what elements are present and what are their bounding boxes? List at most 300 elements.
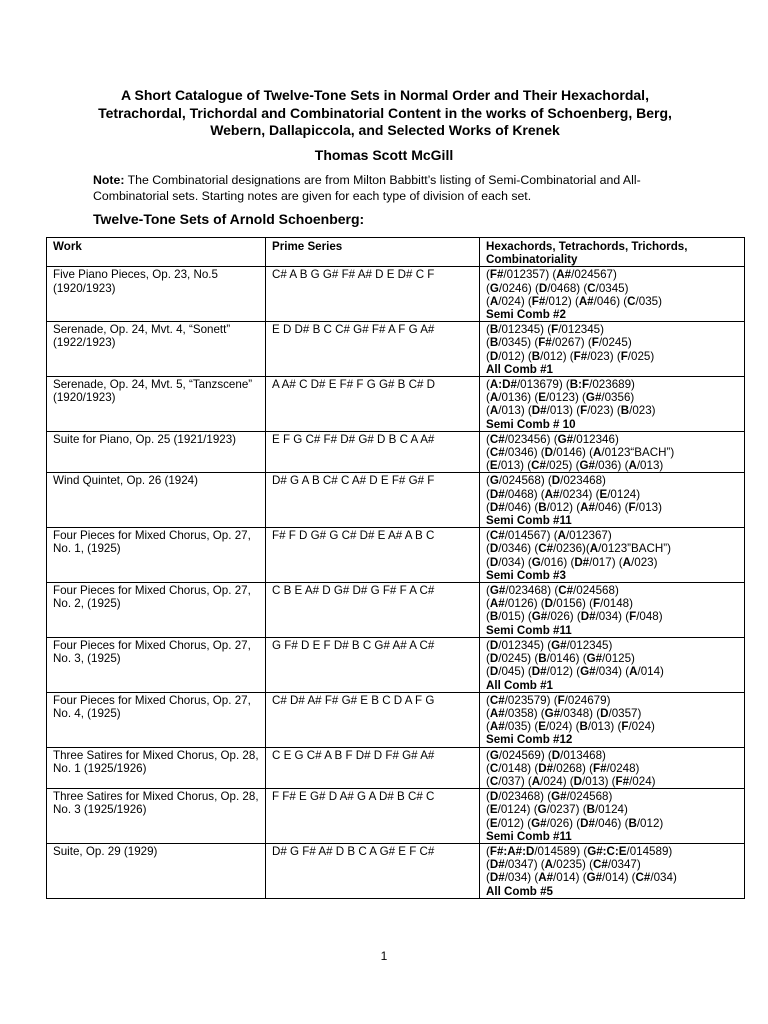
starting-note: D (600, 706, 609, 720)
set-class: /012) ( (497, 816, 532, 830)
table-body (47, 267, 745, 898)
set-class: /0246) ( (498, 281, 539, 295)
starting-note: A# (578, 294, 594, 308)
starting-note: D (489, 665, 499, 679)
content-cell (480, 637, 745, 692)
content-cell (480, 377, 745, 432)
starting-note: D# (538, 761, 554, 775)
content-line: (E/0124) (G/0237) (B/0124) (486, 803, 628, 817)
set-class: /0124) (607, 487, 641, 501)
content-line: (D/023468) (G#/024568) (486, 790, 613, 804)
set-class: /014589) ( (534, 844, 588, 858)
starting-note: E (599, 487, 608, 501)
set-class: /026) ( (547, 610, 581, 624)
starting-note: B (586, 803, 595, 817)
set-class: /048) (636, 610, 663, 624)
starting-note: D (551, 474, 561, 488)
set-class: /025) ( (545, 459, 580, 473)
starting-note: D# (531, 665, 547, 679)
set-class: /013) ( (582, 774, 616, 788)
starting-note: G (489, 748, 499, 762)
set-class: /023468) ( (498, 790, 552, 804)
set-class: /0345) (595, 281, 629, 295)
table-row (47, 267, 745, 322)
starting-note: B (620, 404, 630, 418)
starting-note: D# (489, 487, 505, 501)
set-class: /014) (637, 665, 664, 679)
combinatoriality-label: Semi Comb #3 (486, 568, 566, 582)
starting-note: A:D# (489, 378, 517, 392)
table-row (47, 473, 745, 528)
set-class: /017) ( (589, 555, 623, 569)
set-class: /024568) ( (498, 474, 552, 488)
set-class: /034) ( (504, 871, 539, 885)
set-class: /012345) (566, 638, 613, 652)
table-row (47, 322, 745, 377)
starting-note: B (489, 610, 499, 624)
set-class: /012) ( (546, 500, 581, 514)
content-line: (F#/012357) (A#/024567) (486, 268, 617, 282)
set-class: /013) (635, 500, 662, 514)
set-class: /034) ( (595, 665, 630, 679)
set-class: /024568) (566, 790, 613, 804)
starting-note: E (489, 803, 498, 817)
combinatoriality-label: Semi Comb # 10 (486, 417, 576, 431)
starting-note: G (489, 281, 499, 295)
starting-note: D# (574, 555, 590, 569)
starting-note: F# (593, 761, 607, 775)
content-cell (480, 789, 745, 844)
set-class: /0468) ( (504, 487, 545, 501)
content-line: (C#/014567) (A/012367) (486, 529, 612, 543)
starting-note: D (489, 542, 499, 556)
content-line: (A/024) (F#/012) (A#/046) (C/035) (486, 294, 662, 308)
table-row (47, 843, 745, 898)
set-class: /023) ( (587, 349, 621, 363)
starting-note: D (573, 774, 583, 788)
starting-note: F (557, 693, 565, 707)
content-line: (C#/0346) (D/0146) (A/0123“BACH”) (486, 446, 675, 460)
set-class: /0356) (601, 391, 635, 405)
starting-note: G# (544, 706, 561, 720)
set-class: /024) (629, 774, 656, 788)
set-class: /0237) ( (546, 803, 587, 817)
starting-note: E (538, 720, 546, 734)
content-line: (A#/0126) (D/0156) (F/0148) (486, 597, 633, 611)
work-cell: Four Pieces for Mixed Chorus, Op. 27, No. 1, (1925) (47, 528, 266, 583)
content-cell (480, 843, 745, 898)
work-cell: Five Piano Pieces, Op. 23, No.5 (1920/1923) (47, 267, 266, 322)
work-cell: Wind Quintet, Op. 26 (1924) (47, 473, 266, 528)
set-class: /0357) (608, 706, 642, 720)
set-class: /013) ( (497, 459, 532, 473)
set-class: /0126) ( (504, 597, 545, 611)
prime-series-cell: E D D# B C C# G# F# A F G A# (266, 322, 480, 377)
set-class: /023468) ( (505, 584, 559, 598)
work-cell: Four Pieces for Mixed Chorus, Op. 27, No. 2, (1925) (47, 583, 266, 638)
set-class: /024567) (571, 268, 617, 282)
content-line: (E/013) (C#/025) (G#/036) (A/013) (486, 459, 664, 473)
set-class: /024) ( (545, 720, 580, 734)
set-class: /023579) ( (504, 693, 558, 707)
starting-note: C# (531, 459, 546, 473)
content-line: (D#/034) (A#/014) (G#/014) (C#/034) (486, 871, 677, 885)
starting-note: A (629, 665, 638, 679)
content-cell (480, 322, 745, 377)
starting-note: D# (531, 404, 547, 418)
set-class: /012) ( (545, 294, 579, 308)
content-cell (480, 528, 745, 583)
starting-note: D# (489, 858, 505, 872)
starting-note: C# (489, 446, 505, 460)
set-class: /0124) (594, 803, 628, 817)
table-header-row (47, 238, 745, 267)
set-class: /0156) ( (553, 597, 594, 611)
set-class: /026) ( (546, 816, 581, 830)
set-class: /013468) (560, 748, 606, 762)
starting-note: D (538, 281, 548, 295)
set-class: /035) ( (504, 720, 539, 734)
starting-note: F#:A#:D (489, 844, 535, 858)
starting-note: C (489, 761, 499, 775)
set-class: /012367) (565, 529, 612, 543)
set-class: /013) ( (498, 404, 532, 418)
content-cell (480, 267, 745, 322)
content-line: (D/034) (G/016) (D#/017) (A/023) (486, 555, 658, 569)
starting-note: B (538, 500, 547, 514)
set-class: /013) (636, 459, 664, 473)
set-class: /014) ( (553, 871, 587, 885)
combinatoriality-label: All Comb #5 (486, 884, 553, 898)
prime-series-cell: G F# D E F D# B C G# A# A C# (266, 637, 480, 692)
starting-note: E (538, 391, 546, 405)
content-line: (C/0148) (D#/0268) (F#/0248) (486, 761, 640, 775)
document-title: A Short Catalogue of Twelve-Tone Sets in Normal Order and Their Hexachordal, Tetrachordal, Trichordal and Combinatorial Content in the works of Schoenberg, Berg, Webern, Dallapiccola, and Selected Works of Krenek (98, 87, 672, 138)
starting-note: A# (580, 500, 595, 514)
set-class: /035) (635, 294, 662, 308)
set-class: /012345) (558, 323, 604, 337)
set-class: /0245) (598, 336, 632, 350)
set-class: /034) (650, 871, 677, 885)
starting-note: C (587, 281, 596, 295)
starting-note: F (628, 500, 636, 514)
note-label: Note: (93, 173, 125, 187)
starting-note: D# (489, 500, 505, 514)
set-class: /024679) (564, 693, 611, 707)
content-line: (D/045) (D#/012) (G#/034) (A/014) (486, 665, 664, 679)
starting-note: C# (538, 542, 554, 556)
set-class: /023468) (560, 474, 606, 488)
starting-note: A (544, 858, 554, 872)
starting-note: F# (489, 268, 504, 282)
starting-note: F# (531, 294, 546, 308)
set-class: /012346) (573, 432, 619, 446)
starting-note: F# (573, 349, 588, 363)
content-cell (480, 473, 745, 528)
set-class: /023) (631, 555, 658, 569)
set-class: /0235) ( (553, 858, 594, 872)
set-class: /034) ( (595, 610, 630, 624)
starting-note: C# (489, 693, 505, 707)
starting-note: G# (580, 665, 596, 679)
starting-note: D# (489, 871, 505, 885)
starting-note: G# (585, 391, 602, 405)
content-line: (G#/023468) (C#/024568) (486, 584, 619, 598)
starting-note: G# (551, 790, 567, 804)
set-class: /012) ( (498, 349, 532, 363)
content-line: (A#/035) (E/024) (B/013) (F/024) (486, 720, 655, 734)
starting-note: G# (489, 584, 506, 598)
starting-note: A (557, 529, 566, 543)
starting-note: F (629, 610, 637, 624)
content-line: (D#/0347) (A/0235) (C#/0347) (486, 858, 641, 872)
content-line: (C#/023579) (F/024679) (486, 693, 611, 707)
set-class: /0248) (606, 761, 640, 775)
starting-note: E (489, 816, 498, 830)
starting-note: G (537, 803, 547, 817)
set-class: /0346) ( (504, 446, 545, 460)
starting-note: A# (489, 706, 505, 720)
starting-note: A# (538, 871, 554, 885)
set-class: /0468) ( (547, 281, 588, 295)
starting-note: C# (635, 871, 651, 885)
starting-note: C# (489, 432, 505, 446)
set-class: /0136) ( (498, 391, 539, 405)
set-class: /013) ( (587, 720, 622, 734)
starting-note: A (593, 446, 602, 460)
set-class: /015) ( (498, 610, 532, 624)
set-class: /014567) ( (504, 529, 558, 543)
content-line: (A/0136) (E/0123) (G#/0356) (486, 391, 635, 405)
set-class: /0358) ( (504, 706, 545, 720)
starting-note: A (489, 294, 499, 308)
prime-series-cell: F F# E G# D A# G A D# B C# C (266, 789, 480, 844)
starting-note: E (489, 459, 498, 473)
combinatoriality-label: Semi Comb #12 (486, 733, 573, 747)
content-cell (480, 747, 745, 789)
starting-note: G#:C:E (587, 844, 627, 858)
set-class: /014) ( (602, 871, 636, 885)
starting-note: C (627, 294, 636, 308)
content-line: (D#/046) (B/012) (A#/046) (F/013) (486, 500, 662, 514)
combinatoriality-label: Semi Comb #11 (486, 829, 572, 843)
combinatoriality-label: Semi Comb #11 (486, 514, 572, 528)
set-class: /0123”BACH”) (598, 542, 671, 556)
content-cell (480, 583, 745, 638)
content-line: (D/012345) (G#/012345) (486, 638, 613, 652)
starting-note: G (489, 474, 499, 488)
starting-note: C# (558, 584, 574, 598)
starting-note: F (551, 323, 559, 337)
set-class: /046) ( (594, 816, 629, 830)
work-cell: Suite, Op. 29 (1929) (47, 843, 266, 898)
starting-note: F (593, 597, 601, 611)
starting-note: D (489, 790, 499, 804)
content-line: (B/0345) (F#/0267) (F/0245) (486, 336, 632, 350)
starting-note: A# (489, 597, 505, 611)
note-paragraph (93, 173, 693, 204)
set-class: /023) ( (587, 404, 621, 418)
starting-note: A (589, 542, 599, 556)
content-cell (480, 431, 745, 473)
content-line: (D#/0468) (A#/0234) (E/0124) (486, 487, 641, 501)
set-class: /046) ( (593, 294, 628, 308)
content-line: (A#/0358) (G#/0348) (D/0357) (486, 706, 642, 720)
starting-note: F (580, 404, 588, 418)
starting-note: B (531, 349, 541, 363)
author-name: Thomas Scott McGill (314, 147, 454, 163)
prime-series-cell: F# F D G# G C# D# E A# A B C (266, 528, 480, 583)
note-text: The Combinatorial designations are from Milton Babbitt’s listing of Semi-Combinatorial and All-Combinatorial sets. Starting notes are given for each type of division of each set. (93, 173, 641, 203)
starting-note: D# (580, 610, 596, 624)
content-line: (A:D#/013679) (B:F/023689) (486, 378, 635, 392)
starting-note: G# (586, 871, 603, 885)
set-class: /0236)( (553, 542, 590, 556)
starting-note: A (489, 391, 499, 405)
set-class: /014589) (626, 844, 673, 858)
set-class: /013) ( (546, 404, 581, 418)
table-row (47, 637, 745, 692)
set-class: /024568) (573, 584, 619, 598)
work-cell: Three Satires for Mixed Chorus, Op. 28, No. 1 (1925/1926) (47, 747, 266, 789)
table-row (47, 431, 745, 473)
prime-series-cell: A A# C D# E F# F G G# B C# D (266, 377, 480, 432)
set-class: /0123) ( (545, 391, 586, 405)
header-work: Work (47, 238, 266, 267)
section-heading: Twelve-Tone Sets of Arnold Schoenberg: (93, 211, 365, 227)
table-row (47, 789, 745, 844)
content-line: (A/013) (D#/013) (F/023) (B/023) (486, 404, 656, 418)
starting-note: G# (531, 610, 548, 624)
starting-note: F (621, 720, 629, 734)
starting-note: G# (557, 432, 574, 446)
set-class: /0123“BACH”) (601, 446, 675, 460)
starting-note: C# (593, 858, 608, 872)
starting-note: A# (556, 268, 572, 282)
content-line: (D/012) (B/012) (F#/023) (F/025) (486, 349, 655, 363)
set-class: /0267) ( (551, 336, 592, 350)
twelve-tone-table (46, 237, 745, 899)
prime-series-cell: C E G C# A B F D# D F# G# A# (266, 747, 480, 789)
set-class: /013679) ( (516, 378, 570, 392)
starting-note: D (544, 446, 554, 460)
starting-note: F# (538, 336, 552, 350)
set-class: /0234) ( (559, 487, 600, 501)
starting-note: A (489, 404, 499, 418)
table-row (47, 528, 745, 583)
set-class: /0148) ( (498, 761, 539, 775)
set-class: /024) ( (498, 294, 532, 308)
work-cell: Four Pieces for Mixed Chorus, Op. 27, No. 4, (1925) (47, 692, 266, 747)
set-class: /023) (629, 404, 656, 418)
content-line: (E/012) (G#/026) (D#/046) (B/012) (486, 816, 664, 830)
starting-note: B:F (569, 378, 590, 392)
starting-note: C (489, 774, 499, 788)
set-class: /037) ( (498, 774, 532, 788)
set-class: /0125) (602, 652, 635, 666)
set-class: /012345) ( (498, 323, 552, 337)
starting-note: D (489, 652, 499, 666)
starting-note: C# (489, 529, 505, 543)
starting-note: B (579, 720, 588, 734)
starting-note: D (489, 555, 499, 569)
content-line: (B/012345) (F/012345) (486, 323, 604, 337)
set-class: /023456) ( (504, 432, 558, 446)
header-content: Hexachords, Tetrachords, Trichords, Combinatoriality (480, 238, 745, 267)
set-class: /012357) ( (503, 268, 557, 282)
work-cell: Suite for Piano, Op. 25 (1921/1923) (47, 431, 266, 473)
set-class: /0346) ( (498, 542, 539, 556)
set-class: /012) (636, 816, 664, 830)
prime-series-cell: C# D# A# F# G# E B C D A F G (266, 692, 480, 747)
prime-series-cell: E F G C# F# D# G# D B C A A# (266, 431, 480, 473)
set-class: /016) ( (540, 555, 575, 569)
set-class: /0268) ( (553, 761, 594, 775)
set-class: /046) ( (504, 500, 539, 514)
content-line: (D/0346) (C#/0236)(A/0123”BACH”) (486, 542, 671, 556)
starting-note: D (489, 349, 499, 363)
starting-note: A (531, 774, 541, 788)
set-class: /036) ( (594, 459, 629, 473)
starting-note: D (544, 597, 554, 611)
set-class: /0146) ( (553, 446, 594, 460)
combinatoriality-label: All Comb #1 (486, 362, 553, 376)
set-class: /024569) ( (498, 748, 552, 762)
starting-note: B (538, 652, 547, 666)
set-class: /0245) ( (498, 652, 539, 666)
header-prime-series: Prime Series (266, 238, 480, 267)
starting-note: D (489, 638, 499, 652)
table-row (47, 692, 745, 747)
starting-note: G (531, 555, 541, 569)
set-class: /0345) ( (498, 336, 539, 350)
prime-series-cell: C# A B G G# F# A# D E D# C F (266, 267, 480, 322)
starting-note: G# (586, 652, 603, 666)
content-line: (F#:A#:D/014589) (G#:C:E/014589) (486, 844, 673, 858)
set-class: /034) ( (498, 555, 532, 569)
content-line: (C/037) (A/024) (D/013) (F#/024) (486, 774, 656, 788)
content-line: (D/0245) (B/0146) (G#/0125) (486, 652, 635, 666)
combinatoriality-label: Semi Comb #2 (486, 308, 566, 322)
starting-note: B (628, 816, 637, 830)
starting-note: F (591, 336, 599, 350)
starting-note: D (551, 748, 561, 762)
page-number: 1 (380, 949, 388, 963)
work-cell: Three Satires for Mixed Chorus, Op. 28, No. 3 (1925/1926) (47, 789, 266, 844)
work-cell: Serenade, Op. 24, Mvt. 4, “Sonett” (1922/1923) (47, 322, 266, 377)
content-line: (C#/023456) (G#/012346) (486, 432, 619, 446)
combinatoriality-label: Semi Comb #11 (486, 623, 572, 637)
starting-note: G# (579, 459, 595, 473)
set-class: /024) ( (540, 774, 574, 788)
set-class: /0148) (600, 597, 633, 611)
set-class: /046) ( (594, 500, 629, 514)
set-class: /0347) ( (504, 858, 545, 872)
set-class: /012345) ( (498, 638, 552, 652)
starting-note: A (622, 555, 632, 569)
set-class: /0124) ( (497, 803, 538, 817)
content-line: (G/0246) (D/0468) (C/0345) (486, 281, 629, 295)
set-class: /0348) ( (560, 706, 601, 720)
starting-note: G# (551, 638, 567, 652)
starting-note: B (489, 336, 499, 350)
work-cell: Four Pieces for Mixed Chorus, Op. 27, No. 3, (1925) (47, 637, 266, 692)
table-row (47, 583, 745, 638)
prime-series-cell: C B E A# D G# D# G F# F A C# (266, 583, 480, 638)
prime-series-cell: D# G A B C# C A# D E F# G# F (266, 473, 480, 528)
set-class: /0347) (607, 858, 641, 872)
set-class: /045) ( (498, 665, 532, 679)
